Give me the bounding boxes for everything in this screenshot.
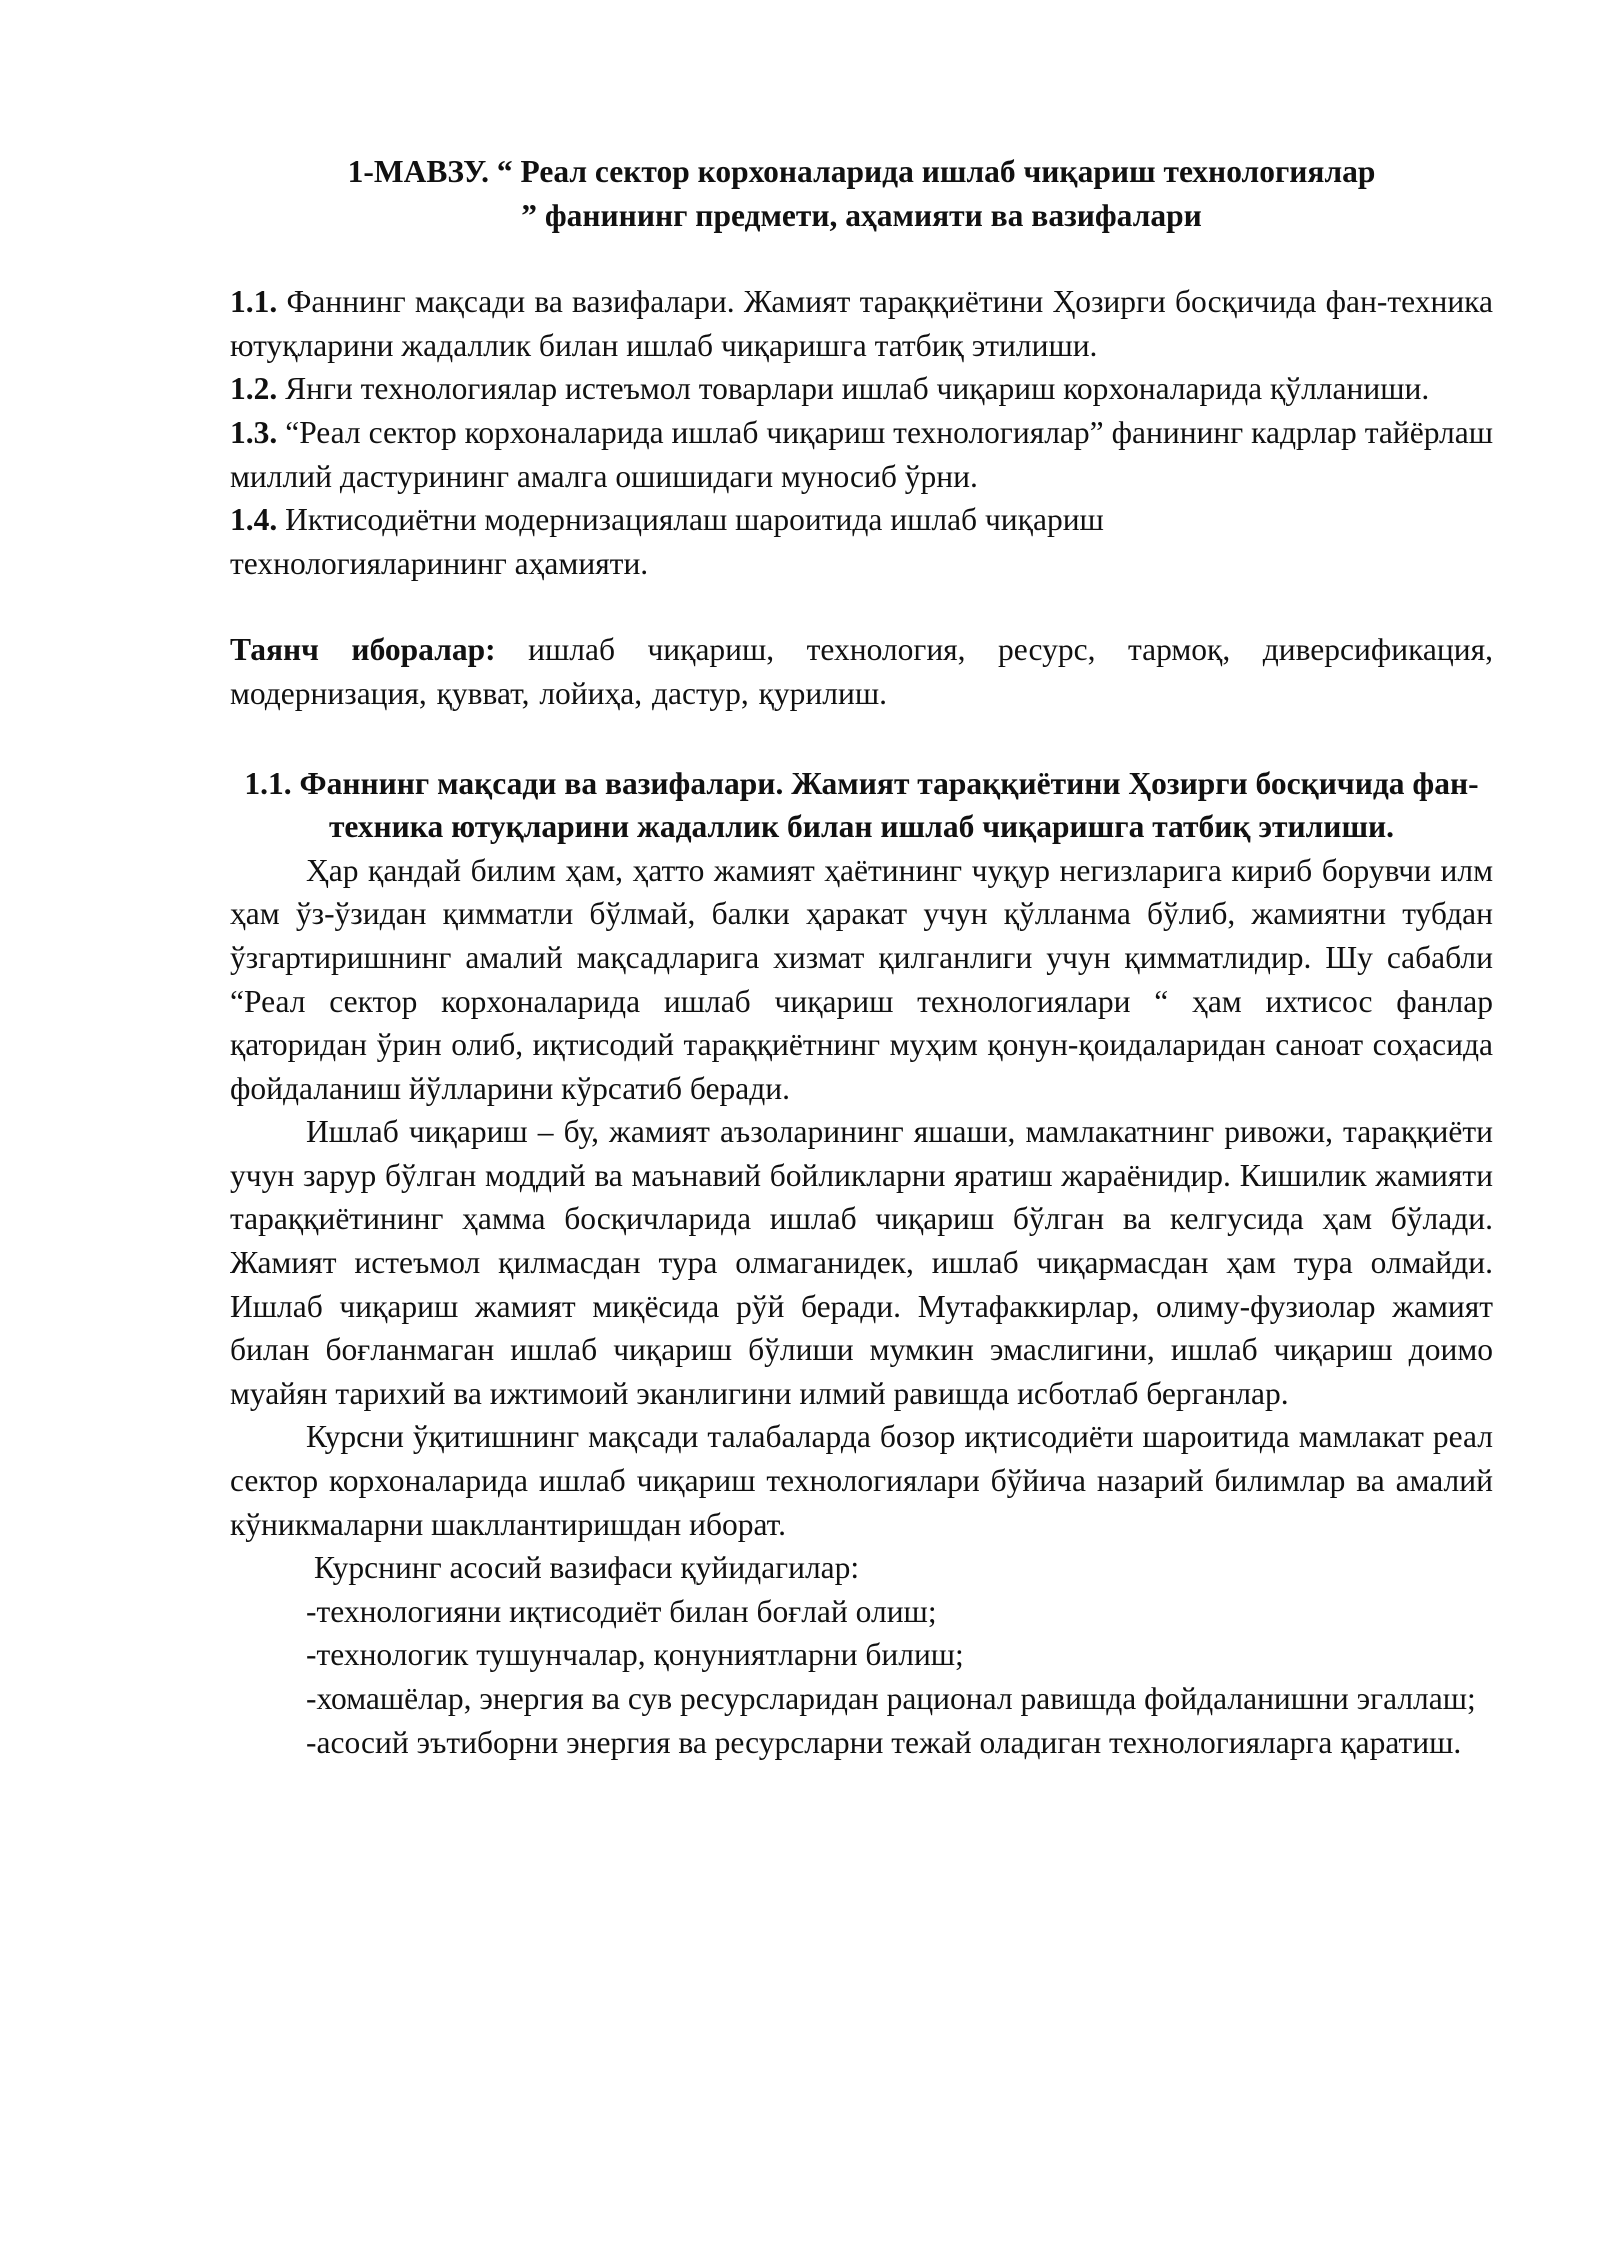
spacer [230, 237, 1493, 280]
outline-number: 1.4. [230, 502, 278, 538]
title-line-2: ” фанининг предмети, аҳамияти ва вазифалари [521, 197, 1202, 233]
outline-number: 1.3. [230, 414, 278, 450]
outline-number: 1.2. [230, 371, 278, 407]
document-title [230, 150, 1493, 237]
topic-outline [230, 280, 1493, 585]
outline-item [230, 498, 1493, 585]
outline-number: 1.1. [230, 284, 278, 320]
keywords-label: Таянч иборалар: [230, 632, 496, 668]
keywords-paragraph [230, 628, 1493, 715]
spacer [230, 716, 1493, 762]
outline-item [230, 280, 1493, 367]
outline-item [230, 411, 1493, 498]
keywords-text: ишлаб чиқариш, технология, ресурс, тармоқ, диверсификация, модернизация, қувват, лойиҳа, дастур, қурилиш. [230, 632, 1493, 711]
outline-item [230, 367, 1493, 411]
spacer [230, 585, 1493, 628]
outline-text: Фаннинг мақсади ва вазифалари. Жамият тараққиётини Ҳозирги босқичида фан-техника ютуқларини жадаллик билан ишлаб чиқаришга татбиқ этилиши. [230, 284, 1493, 363]
task-item: -технологияни иқтисодиёт билан боғлай олиш; [306, 1593, 937, 1629]
title-line-1: 1-МАВЗУ. “ Реал сектор корхоналарида ишлаб чиқариш технологиялар [347, 154, 1376, 189]
body-paragraph: Курсни ўқитишнинг мақсади талабаларда бозор иқтисодиёти шароитида мамлакат реал сектор корхоналарида ишлаб чиқариш технологиялари бўйича назарий билимлар ва амалий кўникмаларни шакллантиришдан иборат. [230, 1419, 1493, 1542]
task-item: -асосий эътиборни энергия ва ресурсларни тежай оладиган технологияларга қаратиш. [306, 1724, 1462, 1760]
outline-text: “Реал сектор корхоналарида ишлаб чиқариш технологиялар” фанининг кадрлар тайёрлаш миллий дастурининг амалга ошишидаги муносиб ўрни. [230, 414, 1493, 494]
document-page [230, 150, 1493, 1764]
task-item: -технологик тушунчалар, қонуниятларни билиш; [306, 1637, 964, 1673]
task-item: -хомашёлар, энергия ва сув ресурсларидан рационал равишда фойдаланишни эгаллаш; [306, 1681, 1476, 1716]
outline-text: Иктисодиётни модернизациялаш шароитида ишлаб чиқариш технологияларининг аҳамияти. [230, 502, 1104, 581]
section-heading: 1.1. Фаннинг мақсади ва вазифалари. Жамият тараққиётини Ҳозирги босқичида фан-техника ютуқларини жадаллик билан ишлаб чиқаришга татбиқ этилиши. [244, 765, 1479, 845]
tasks-intro: Курснинг асосий вазифаси қуйидагилар: [314, 1550, 860, 1586]
outline-text: Янги технологиялар истеъмол товарлари ишлаб чиқариш корхоналарида қўлланиши. [277, 371, 1430, 407]
body-paragraph: Ҳар қандай билим ҳам, ҳатто жамият ҳаётининг чуқур негизларига кириб борувчи илм ҳам ўз-ўзидан қимматли бўлмай, балки ҳаракат учун қўлланма бўлиб, жамиятни тубдан ўзгартиришнинг амалий мақсадларига хизмат қилганлиги учун қимматлидир. Шу сабабли “Реал сектор корхоналарида ишлаб чиқариш технологиялари “ ҳам ихтисос фанлар қаторидан ўрин олиб, иқтисодий тараққиётнинг муҳим қонун-қоидаларидан саноат соҳасида фойдаланиш йўлларини кўрсатиб беради. [230, 852, 1493, 1106]
body-paragraph: Ишлаб чиқариш – бу, жамият аъзоларининг яшаши, мамлакатнинг ривожи, тараққиёти учун зарур бўлган моддий ва маънавий бойликларни яратиш жараёнидир. Кишилик жамияти тараққиётининг ҳамма босқичларида ишлаб чиқариш бўлган ва келгусида ҳам бўлади. Жамият истеъмол қилмасдан тура олмаганидек, ишлаб чиқармасдан ҳам тура олмайди. Ишлаб чиқариш жамият миқёсида рўй беради. Мутафаккирлар, олиму-фузиолар жамият билан боғланмаган ишлаб чиқариш бўлиши мумкин эмаслигини, ишлаб чиқариш доимо муайян тарихий ва ижтимоий эканлигини илмий равишда исботлаб берганлар. [230, 1114, 1493, 1411]
